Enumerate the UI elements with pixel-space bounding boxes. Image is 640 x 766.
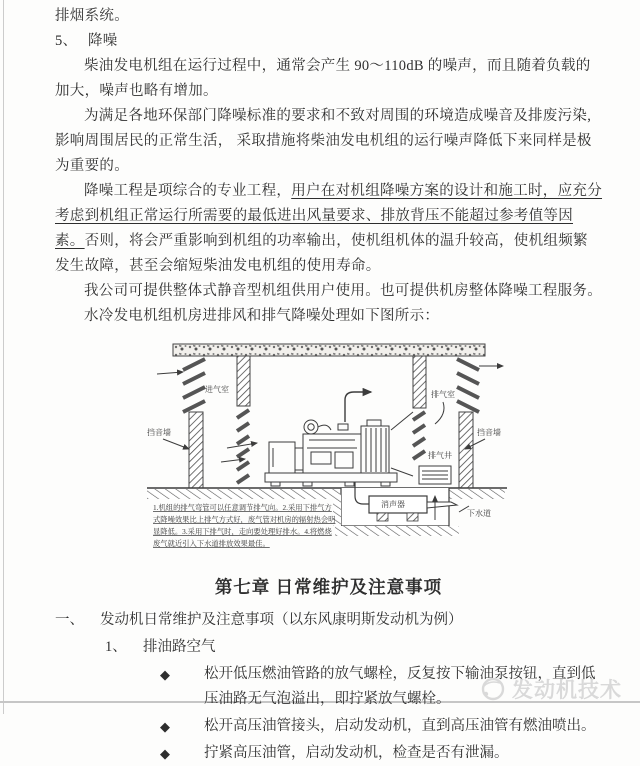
bullet-item-2 [55,714,602,739]
exhaust-well-label: 排气井 [428,451,452,460]
left-sound-wall-pointer [163,439,189,449]
room-airflow-arrow-1 [227,443,257,448]
ground-hatch-left [147,489,341,499]
list-item-5-label: 降噪 [88,33,118,49]
section-1-text: 发动机日常维护及注意事项（以东风康明斯发动机为例） [100,612,463,628]
diagram-note-line-1: 1.机组的排气弯管可以任意调节排气向。2.采用下排气方 [153,503,332,512]
section-1-heading [55,608,602,633]
chapter-title: 第七章 日常维护及注意事项 [214,577,443,597]
watermark-text: 发动机技术 [512,678,622,702]
list-item-5 [55,29,602,54]
generator-room-diagram [145,336,509,558]
paragraph-diagram-intro: 水冷发电机组机房进排风和排气降噪处理如下图所示： [84,308,440,324]
page-left-border [3,0,4,714]
intake-inner-column [237,356,250,483]
diagram-note-line-4: 废气就近引入下水道排放效果最佳。 [153,539,270,548]
muffler-label: 消声器 [381,500,405,509]
list-item-5-number: 5、 [55,33,78,49]
paragraph-noise-engineering-pre: 降噪工程是项综合的专业工程， [84,183,292,199]
subsection-1-number: 1、 [105,639,127,655]
paragraph-noise-engineering-post: 否则，将会严重影响到机组的功率输出，使机组机体的温升较高，使机组频繁发生故障，甚至会缩短柴油发电机组的使用寿命。 [55,233,588,274]
right-sound-wall-label: 挡音墙 [477,428,501,437]
right-sound-barrier-wall [457,359,479,488]
exhaust-well-box [419,466,451,484]
room-airflow-arrow-2 [221,459,245,462]
exhaust-duct-upper-line [391,412,413,430]
exhaust-chamber-label: 排气室 [431,390,455,399]
intake-chamber-label: 进气室 [205,385,229,394]
paragraph-tail: 排烟系统。 [55,8,129,24]
generator-room-diagram-svg [145,336,509,558]
watermark [480,674,622,704]
bullet-item-3-text: 拧紧高压油管，启动发动机，检查是否有泄漏。 [204,745,509,761]
left-sound-barrier-wall [183,359,205,488]
subsection-1-heading [55,635,602,660]
air-inlet-arrow [157,372,183,374]
bullet-item-2-text: 松开高压油管接头，启动发动机，直到高压油管有燃油喷出。 [204,718,596,734]
diamond-bullet-icon: ◆ [160,719,170,734]
ceiling-slab [173,344,485,356]
paragraph-company-offer: 我公司可提供整体式静音型机组供用户使用。也可提供机房整体降噪工程服务。 [84,283,602,299]
diamond-bullet-icon: ◆ [160,667,170,682]
left-sound-wall-label: 挡音墙 [147,428,171,437]
paragraph-noise-engineering-underlined: 用户在对机组降噪方案的设计和施工时，应充分考虑到机组正常运行所需要的最低进出风量要求、排放背压不能超过参考值等因素。 [55,183,603,249]
exhaust-inner-column [413,356,426,459]
bullet-item-1-text: 松开低压燃油管路的放气螺栓，反复按下输油泵按钮，直到低压油路无气泡溢出，即拧紧放气螺栓。 [204,666,596,707]
paragraph-environment: 为满足各地环保部门降噪标准的要求和不致对周围的环境造成噪音及排废污染,影响周围居民的正常生活， 采取措施将柴油发电机组的运行噪声降低下来同样是极为重要的。 [55,108,592,174]
watermark-logo-icon [480,676,506,702]
exhaust-chamber-bracket [435,402,444,424]
section-1-number: 一、 [55,612,84,628]
ground-hatch-right [449,489,505,499]
diamond-bullet-icon: ◆ [160,746,170,761]
paragraph-noise-level: 柴油发电机组在运行过程中，通常会产生 90～110dB 的噪声，而且随着负载的加大，噪声也略有增加。 [55,58,591,99]
diagram-notes [153,503,335,548]
diagram-note-line-3: 显降低。3.采用下排气时，走向要处理好排水。4.将燃烧 [153,527,332,536]
paragraph-noise-engineering [55,179,602,279]
bullet-item-3 [55,741,602,766]
generator-set [265,420,397,486]
sewer-label: 下水道 [467,509,491,518]
page-content [55,4,602,766]
subsection-1-text: 排油路空气 [143,639,216,655]
exhaust-duct-lower-line [391,468,413,476]
diagram-note-line-2: 式降噪效果比上排气方式好，废气管对机房的辐射热会明 [153,515,336,524]
exhaust-flow-arrow [345,392,371,422]
